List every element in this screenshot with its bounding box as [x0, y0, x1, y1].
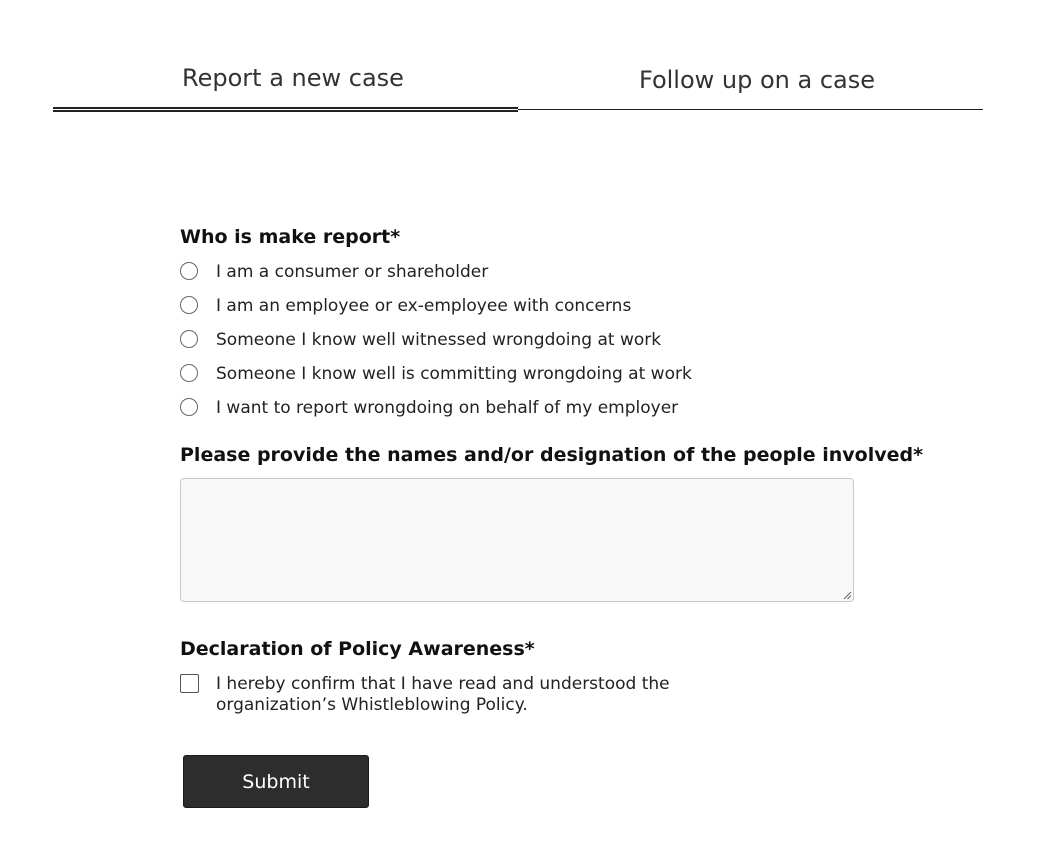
declaration-title: Declaration of Policy Awareness*	[180, 638, 535, 660]
active-tab-indicator	[53, 107, 518, 112]
people-involved-textarea[interactable]	[180, 478, 854, 602]
reporter-option-label: Someone I know well is committing wrongdoing at work	[216, 364, 692, 384]
reporter-question-label: Who is make report*	[180, 226, 401, 248]
case-tabs	[53, 58, 983, 112]
radio-button[interactable]	[180, 398, 198, 416]
tab-report-new-case[interactable]	[53, 58, 518, 112]
radio-button[interactable]	[180, 296, 198, 314]
tab-divider-line	[518, 109, 983, 110]
people-involved-label: Please provide the names and/or designation of the people involved*	[180, 444, 924, 466]
tab-report-new-case-label: Report a new case	[182, 64, 404, 92]
resize-handle-icon[interactable]	[843, 591, 852, 600]
radio-button[interactable]	[180, 262, 198, 280]
radio-button[interactable]	[180, 364, 198, 382]
declaration-text: I hereby confirm that I have read and understood the organization’s Whistleblowing Policy.	[216, 674, 670, 715]
reporter-option-label: I want to report wrongdoing on behalf of my employer	[216, 398, 679, 418]
tab-follow-up-case-label: Follow up on a case	[639, 66, 876, 94]
radio-button[interactable]	[180, 330, 198, 348]
reporter-option-label: I am a consumer or shareholder	[216, 262, 489, 282]
reporter-option-label: Someone I know well witnessed wrongdoing at work	[216, 330, 662, 350]
declaration-checkbox[interactable]	[180, 674, 199, 693]
submit-button[interactable]: Submit	[183, 755, 369, 808]
tab-follow-up-case[interactable]	[518, 58, 983, 112]
reporter-option-label: I am an employee or ex-employee with concerns	[216, 296, 632, 316]
